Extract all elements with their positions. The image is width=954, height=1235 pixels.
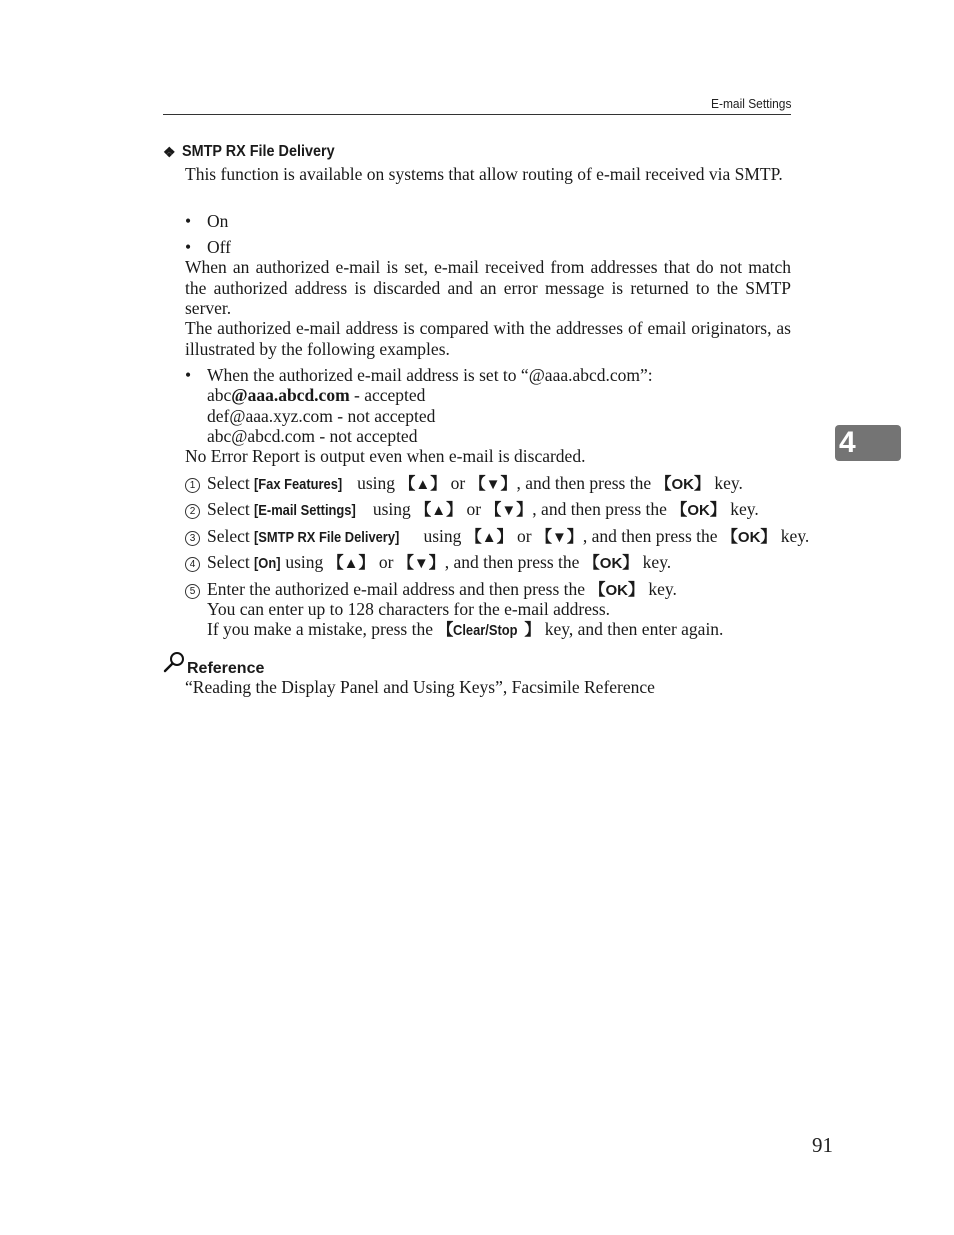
section-heading bbox=[163, 143, 351, 161]
ok-key: 【OK】 bbox=[655, 476, 711, 493]
page-number: 91 bbox=[812, 1133, 833, 1157]
option-item: • On bbox=[185, 211, 229, 231]
step-number: 4 bbox=[185, 557, 200, 572]
step-1: 1 Select [Fax Features] using 【▲】 or 【▼】, and then press the 【OK】 key. bbox=[185, 473, 743, 495]
reference-heading bbox=[163, 651, 264, 678]
section-title: SMTP RX File Delivery bbox=[181, 143, 335, 160]
down-arrow-key: 【▼】 bbox=[397, 555, 445, 572]
step-5-note-length: You can enter up to 128 characters for the e-mail address. bbox=[207, 599, 611, 619]
step-2: 2 Select [E-mail Settings] using 【▲】 or 【▼】, and then press the 【OK】 key. bbox=[185, 499, 759, 521]
ok-key: 【OK】 bbox=[721, 529, 777, 546]
ok-key: 【OK】 bbox=[589, 582, 644, 599]
diamond-bullet-icon: ❖ bbox=[163, 143, 176, 160]
up-arrow-key: 【▲】 bbox=[399, 476, 447, 493]
header-rule bbox=[163, 114, 791, 115]
reference-title: Reference bbox=[187, 660, 265, 677]
clear-stop-key: 【Clear/Stop 】 bbox=[437, 622, 541, 639]
option-item: • Off bbox=[185, 237, 231, 257]
magnifier-icon bbox=[163, 651, 185, 678]
section-intro: This function is available on systems that allow routing of e-mail received via SMTP. bbox=[185, 164, 783, 184]
example-accepted: abc@aaa.abcd.com - accepted bbox=[207, 385, 426, 405]
step-number: 3 bbox=[185, 531, 200, 546]
step-number: 1 bbox=[185, 478, 200, 493]
up-arrow-key: 【▲】 bbox=[327, 555, 375, 572]
up-arrow-key: 【▲】 bbox=[415, 502, 463, 519]
step-number: 2 bbox=[185, 504, 200, 519]
running-header: E-mail Settings bbox=[710, 96, 791, 111]
reference-text: “Reading the Display Panel and Using Keys”, Facsimile Reference bbox=[185, 677, 655, 697]
step-4: 4 Select [On] using 【▲】 or 【▼】, and then press the 【OK】 key. bbox=[185, 552, 671, 574]
example-not-accepted-2: abc@abcd.com - not accepted bbox=[207, 426, 418, 446]
error-report-note: No Error Report is output even when e-mail is discarded. bbox=[185, 446, 586, 466]
step-5: 5 Enter the authorized e-mail address and then press the 【OK】 key. bbox=[185, 579, 677, 601]
paragraph-authorized: When an authorized e-mail is set, e-mail received from addresses that do not match the authorized address is discarded and an error message is returned to the SMTP server. bbox=[185, 257, 791, 318]
down-arrow-key: 【▼】 bbox=[469, 476, 517, 493]
up-arrow-key: 【▲】 bbox=[465, 529, 513, 546]
step-number: 5 bbox=[185, 584, 200, 599]
ok-key: 【OK】 bbox=[583, 555, 639, 572]
step-3: 3 Select [SMTP RX File Delivery] using 【▲】 or 【▼】, and then press the 【OK】 key. bbox=[185, 526, 809, 548]
chapter-tab: 4 bbox=[835, 425, 901, 461]
down-arrow-key: 【▼】 bbox=[485, 502, 533, 519]
example-bullet: • When the authorized e-mail address is set to “@aaa.abcd.com”: bbox=[185, 365, 653, 385]
down-arrow-key: 【▼】 bbox=[536, 529, 583, 546]
paragraph-comparison: The authorized e-mail address is compared with the addresses of email originators, as illustrated by the following examples. bbox=[185, 318, 791, 359]
step-5-note-mistake: If you make a mistake, press the 【Clear/Stop 】 key, and then enter again. bbox=[207, 619, 724, 639]
ok-key: 【OK】 bbox=[671, 502, 726, 519]
example-not-accepted-1: def@aaa.xyz.com - not accepted bbox=[207, 406, 436, 426]
